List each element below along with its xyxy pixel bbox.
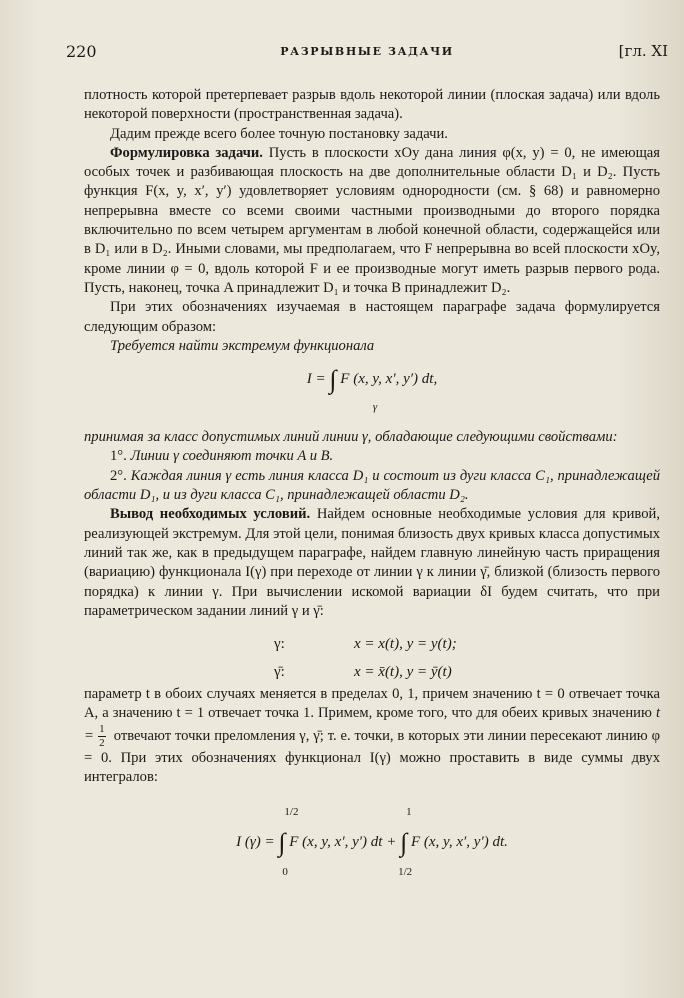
section-heading-formulation: Формулировка задачи.	[110, 144, 263, 161]
body-text	[84, 86, 660, 905]
lower-limit-1: 0	[282, 866, 288, 879]
chapter-label: [гл. XI	[618, 42, 668, 60]
lower-limit-2: 1/2	[398, 866, 413, 879]
condition-2-text: Каждая линия γ есть линия класса D₁ и состоит из дуги класса C₁, принадлежащей области D₁, и из дуги класса C₁, принадлежащей области D₂.	[84, 467, 660, 504]
formula2-lhs: I (γ) =	[236, 834, 275, 851]
paragraph-6: принимая за класс допустимых линий линии γ, обладающие следующими свойствами:	[84, 429, 618, 446]
fraction-half	[98, 724, 106, 749]
formula-curves	[84, 621, 660, 685]
condition-1-number: 1°.	[110, 448, 127, 465]
condition-1-text: Линии γ соединяют точки A и B.	[126, 448, 334, 465]
curve-label-gamma: γ:	[274, 636, 285, 653]
curve-equation-gamma-bar: x = x̄(t), y = ȳ(t)	[354, 664, 452, 681]
paragraph-3-text: Пусть в плоскости xOy дана линия φ(x, y) = 0, не имеющая особых точек и разбивающая плоскость на две дополнительные области D₁ и D₂. Пусть функция F(x, y, x′, y′) удовлетворяет условиям однородности (см. § 68) и равномерно непрерывна вместе со всеми своими частными производными до второго порядка включительно по всем четырем аргументам в любой конечной области, содержащейся или в D₁ или в D₂. Иными словами, мы предполагаем, что F непрерывна во всей плоскости xOy, кроме линии φ = 0, вдоль которой F и ее производные могут иметь разрыв первого рода. Пусть, наконец, точка A принадлежит D₁ и точка B принадлежит D₂.	[84, 144, 660, 296]
paragraph-8-text-a: параметр t в обоих случаях меняется в пределах 0, 1, причем значению t = 0 отвечает точка A, а значению t = 1 отвечает точка 1. Примем, кроме того, что для обеих кривых значению	[84, 686, 660, 722]
curve-label-gamma-bar: γ̄:	[274, 664, 285, 681]
paragraph-3	[84, 144, 660, 298]
condition-2-number: 2°.	[110, 467, 127, 484]
paragraph-7-text: Найдем основные необходимые условия для кривой, реализующей экстремум. Для этой цели, понимая близость двух кривых класса допустимых линий так же, как в предыдущем параграфе, найдем главную линейную часть приращения (вариацию) функционала I(γ) при переходе от линии γ к линии γ̄, близкой (близость первого порядка) к линии γ. При вычислении искомой вариации δI будем считать, что при параметрическом задании линий γ и γ̄:	[84, 506, 660, 619]
upper-limit-1: 1/2	[284, 806, 299, 819]
fraction-denominator: 2	[99, 736, 105, 749]
section-heading-derivation: Вывод необходимых условий.	[110, 506, 311, 523]
paragraph-2: Дадим прежде всего более точную постановку задачи.	[110, 125, 448, 142]
paragraph-8	[84, 685, 660, 787]
curve-equation-gamma: x = x(t), y = y(t);	[354, 636, 457, 653]
upper-limit-2: 1	[406, 806, 412, 819]
page-header	[66, 42, 668, 66]
paragraph-5: Требуется найти экстремум функционала	[110, 337, 375, 354]
integral-sign: ∫	[329, 365, 337, 395]
integral-sign-2: ∫	[400, 828, 408, 858]
formula-sum-integrals	[84, 787, 660, 905]
running-title: РАЗРЫВНЫЕ ЗАДАЧИ	[280, 45, 454, 58]
integral-sign-1: ∫	[278, 828, 286, 858]
paragraph-7	[84, 505, 660, 621]
page-number: 220	[66, 42, 97, 61]
paragraph-4: При этих обозначениях изучаемая в настоящем параграфе задача формулируется следующим образом:	[84, 299, 660, 335]
condition-1	[84, 447, 660, 466]
paragraph-1: плотность которой претерпевает разрыв вдоль некоторой линии (плоская задача) или вдоль некоторой поверхности (пространственная задача).	[84, 87, 660, 123]
t-value-label: t =	[84, 705, 660, 744]
formula-lower-limit: γ	[372, 401, 378, 414]
condition-2	[84, 467, 660, 506]
formula-integrand: F (x, y, x′, y′) dt,	[340, 371, 438, 388]
formula2-term-1: F (x, y, x′, y′) dt +	[289, 834, 397, 851]
formula-functional	[84, 356, 660, 428]
paragraph-8-text-b: отвечают точки преломления γ, γ̄; т. е. точки, в которых эти линии пересекают линию φ = 0. При этих обозначениях функционал I(γ) можно проставить в виде суммы двух интегралов:	[84, 727, 660, 786]
formula-lhs: I =	[306, 371, 326, 388]
fraction-numerator: 1	[99, 722, 105, 735]
formula2-term-2: F (x, y, x′, y′) dt.	[410, 834, 508, 851]
